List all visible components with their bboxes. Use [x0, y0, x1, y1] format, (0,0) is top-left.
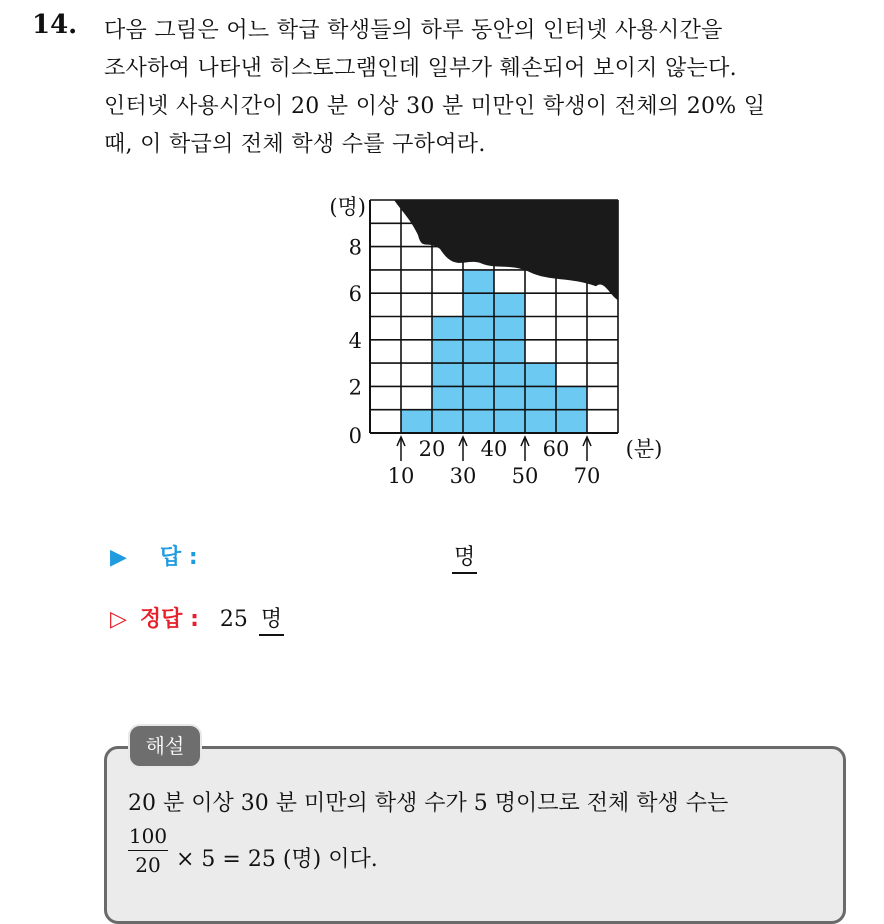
question-text	[104, 12, 864, 164]
fraction-numerator: 100	[128, 824, 168, 848]
x-tick-label: 60	[542, 437, 570, 461]
x-tick-label: 50	[511, 464, 539, 488]
y-tick-label: 2	[348, 375, 362, 400]
y-tick-label: 4	[348, 328, 362, 353]
x-tick-label: 10	[387, 464, 415, 488]
question-line: 때, 이 학급의 전체 학생 수를 구하여라.	[104, 132, 486, 157]
answer-unit: 명	[452, 545, 477, 574]
answer-row	[110, 540, 198, 571]
damaged-area	[394, 200, 618, 300]
question-line: 조사하여 나타낸 히스토그램인데 일부가 훼손되어 보이지 않는다.	[104, 56, 737, 81]
histogram-bar	[525, 363, 556, 433]
question-line: 인터넷 사용시간이 20 분 이상 30 분 미만인 학생이 전체의 20% 일	[104, 94, 766, 119]
question-line: 다음 그림은 어느 학급 학생들의 하루 동안의 인터넷 사용시간을	[104, 18, 723, 43]
fraction-bar	[128, 850, 168, 851]
histogram-chart	[316, 190, 663, 500]
y-tick-label: 8	[348, 235, 362, 260]
histogram-bar	[401, 410, 432, 433]
explanation-line: 20 분 이상 30 분 미만의 학생 수가 5 명이므로 전체 학생 수는	[128, 791, 729, 816]
explanation-tag: 해설	[128, 724, 202, 768]
fraction	[128, 824, 168, 877]
answer-blank[interactable]	[452, 540, 477, 571]
fraction-denominator: 20	[135, 853, 161, 877]
y-tick-label: 0	[348, 424, 362, 448]
x-tick-label: 20	[418, 437, 446, 461]
explanation-box	[104, 746, 846, 924]
histogram-bar	[463, 270, 494, 433]
x-tick-label: 70	[573, 464, 601, 488]
correct-answer-label: 정답 :	[139, 607, 199, 632]
x-tick-label: 30	[449, 464, 477, 488]
correct-answer-unit: 명	[259, 607, 284, 636]
outline-triangle-icon: ▷	[110, 607, 127, 632]
x-tick-label: 40	[480, 437, 508, 461]
answer-label: 답 :	[159, 545, 198, 570]
y-axis-label: (명)	[329, 195, 366, 219]
explanation-equation: × 5 = 25 (명) 이다.	[176, 847, 378, 872]
histogram-bar	[432, 317, 463, 434]
x-axis-label: (분)	[625, 437, 663, 461]
y-tick-label: 6	[348, 282, 362, 307]
play-triangle-icon: ▶	[110, 545, 127, 570]
question-number: 14.	[32, 10, 78, 40]
correct-answer-row	[110, 602, 284, 633]
correct-answer-value: 25	[219, 607, 248, 632]
